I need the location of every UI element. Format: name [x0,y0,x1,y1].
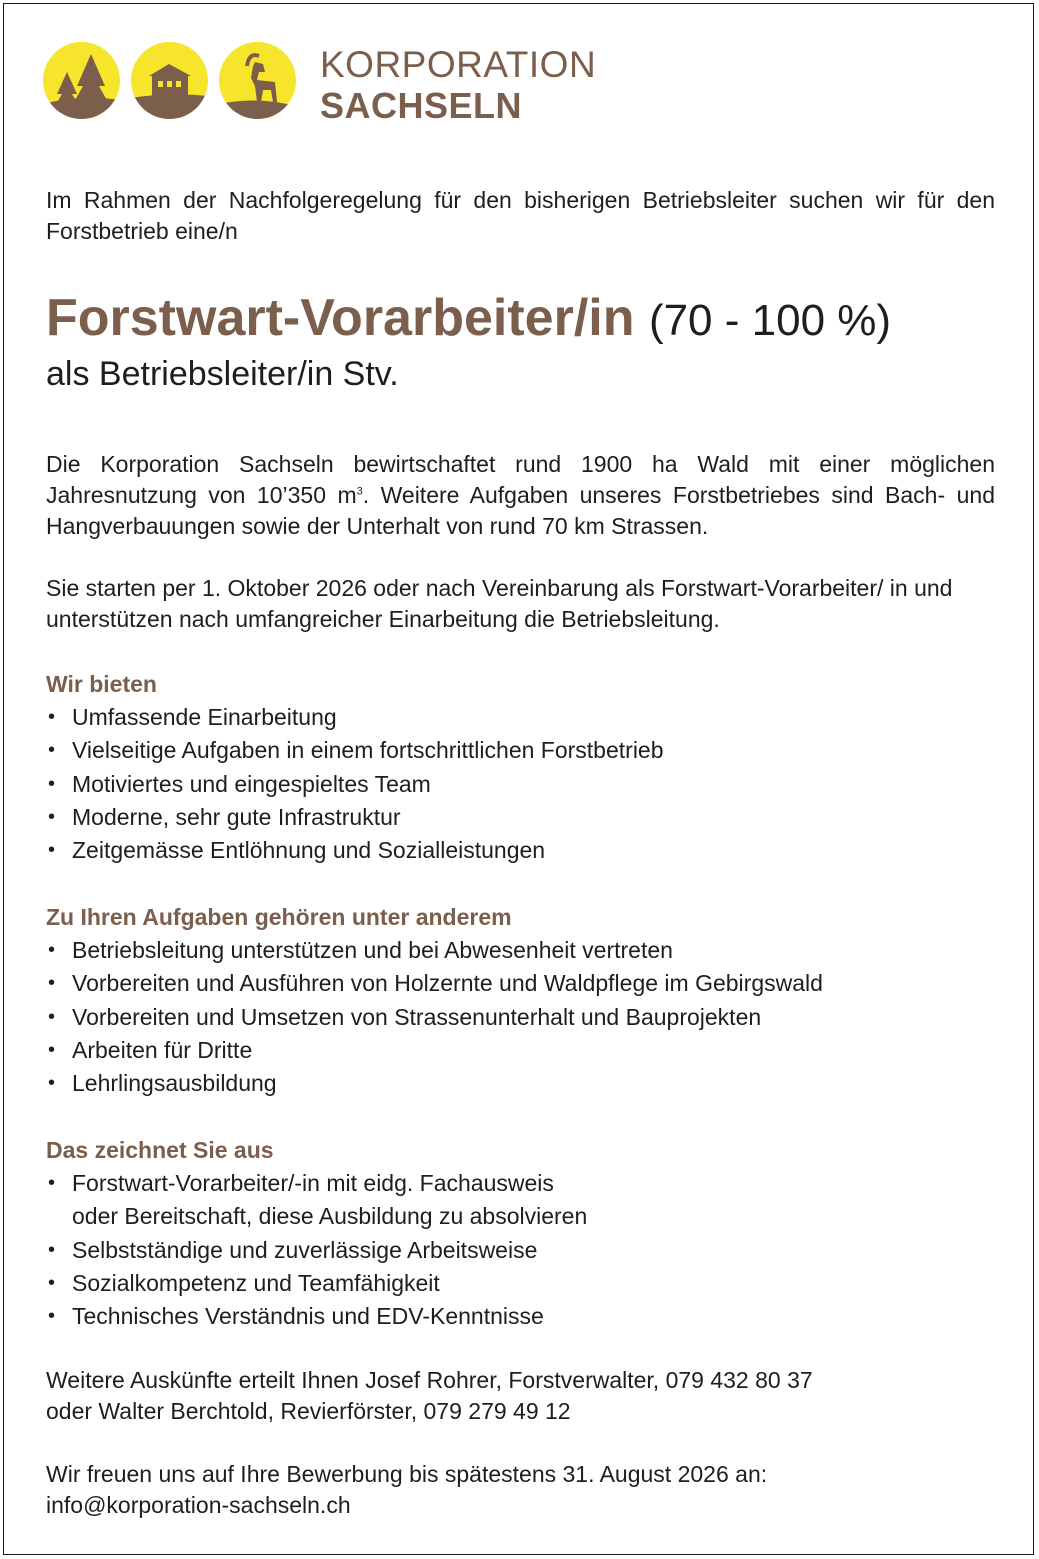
bullet-icon: • [48,805,56,828]
list-item [46,967,995,1000]
list-item [46,768,995,801]
list-item-text: Selbstständige und zuverlässige Arbeitsweise [72,1236,538,1263]
contact-line2: oder Walter Berchtold, Revierförster, 079 279 49 12 [46,1398,571,1424]
list-item [46,734,995,767]
bullet-icon: • [48,1238,56,1261]
offer-list [46,701,995,867]
list-item-text: Zeitgemässe Entlöhnung und Sozialleistungen [72,837,546,864]
ibex-icon [219,42,296,119]
contact-line1: Weitere Auskünfte erteilt Ihnen Josef Rohrer, Forstverwalter, 079 432 80 37 [46,1367,813,1393]
bullet-icon: • [48,1172,56,1194]
list-item-text: oder Bereitschaft, diese Ausbildung zu absolvieren [72,1203,588,1230]
list-item [46,1167,995,1234]
bullet-icon: • [48,839,56,862]
apply-email[interactable]: info@korporation-sachseln.ch [46,1492,351,1518]
description-text [46,449,995,542]
bullet-icon: • [48,939,56,961]
list-item-text: Vielseitige Aufgaben in einem fortschrittlichen Forstbetrieb [72,737,664,764]
list-item [46,1300,995,1333]
description-sup: 3 [356,485,363,498]
list-item-text: Lehrlingsausbildung [72,1070,277,1097]
brand-line1: KORPORATION [320,44,597,85]
tasks-heading: Zu Ihren Aufgaben gehören unter anderem [46,904,512,930]
list-item [46,701,995,734]
bullet-icon: • [48,1305,56,1328]
list-item [46,934,995,967]
house-icon [131,42,208,119]
apply-block [46,1459,995,1521]
bullet-icon: • [48,772,56,795]
bullet-icon: • [48,1005,56,1028]
list-item-text: Forstwart-Vorarbeiter/-in mit eidg. Fachausweis [72,1170,554,1196]
profile-section [46,1134,995,1333]
brand-wordmark [320,46,596,124]
tasks-section [46,901,995,1100]
description-part1: Die Korporation Sachseln bewirtschaftet rund 1900 ha Wald mit einer möglichen Jahresnutzung von 10’350 m [46,451,995,508]
profile-list [46,1167,995,1333]
bullet-icon: • [48,972,56,995]
list-item-text: Arbeiten für Dritte [72,1036,253,1063]
profile-heading: Das zeichnet Sie aus [46,1137,274,1163]
list-item [46,1234,995,1267]
intro-text: Im Rahmen der Nachfolgeregelung für den bisherigen Betriebsleiter suchen wir für den Forstbetrieb eine/n [46,187,995,244]
contact-block [46,1365,995,1427]
list-item [46,1267,995,1300]
list-item [46,1034,995,1067]
bullet-icon: • [48,739,56,762]
trees-icon [43,42,120,119]
start-block [46,573,995,635]
list-item [46,834,995,867]
bullet-icon: • [48,706,56,728]
job-title-percent: (70 - 100 %) [648,296,892,345]
bullet-icon: • [48,1038,56,1061]
list-item-text: Technisches Verständnis und EDV-Kenntnisse [72,1303,544,1330]
list-item-text: Betriebsleitung unterstützen und bei Abwesenheit vertreten [72,937,673,963]
description-block [46,449,995,542]
job-subtitle: als Betriebsleiter/in Stv. [46,355,399,393]
list-item-text: Vorbereiten und Ausführen von Holzernte und Waldpflege im Gebirgswald [72,970,823,997]
offer-section [46,668,995,867]
bullet-icon: • [48,1271,56,1294]
job-title-main: Forstwart-Vorarbeiter/in [46,289,635,347]
list-item-text: Sozialkompetenz und Teamfähigkeit [72,1269,440,1296]
description-part2: . Weitere Aufgaben unseres Forstbetriebes sind Bach- und Hangverbauungen sowie der Unterhalt von rund 70 km Strassen. [46,482,995,539]
offer-heading: Wir bieten [46,671,157,697]
tasks-list [46,934,995,1100]
list-item-text: Vorbereiten und Umsetzen von Strassenunterhalt und Bauprojekten [72,1003,762,1030]
bullet-icon: • [48,1072,56,1095]
start-text: Sie starten per 1. Oktober 2026 oder nach Vereinbarung als Forstwart-Vorarbeiter/ in und unterstützen nach umfangreicher Einarbeitung die Betriebsleitung. [46,575,953,632]
intro-block [46,185,995,247]
list-item-text: Moderne, sehr gute Infrastruktur [72,803,401,830]
list-item [46,1001,995,1034]
list-item-text: Motiviertes und eingespieltes Team [72,770,431,797]
job-title [46,286,891,353]
apply-text: Wir freuen uns auf Ihre Bewerbung bis spätestens 31. August 2026 an: [46,1461,768,1487]
list-item [46,1067,995,1100]
list-item [46,801,995,834]
list-item-text: Umfassende Einarbeitung [72,704,337,730]
brand-line2: SACHSELN [320,85,523,126]
